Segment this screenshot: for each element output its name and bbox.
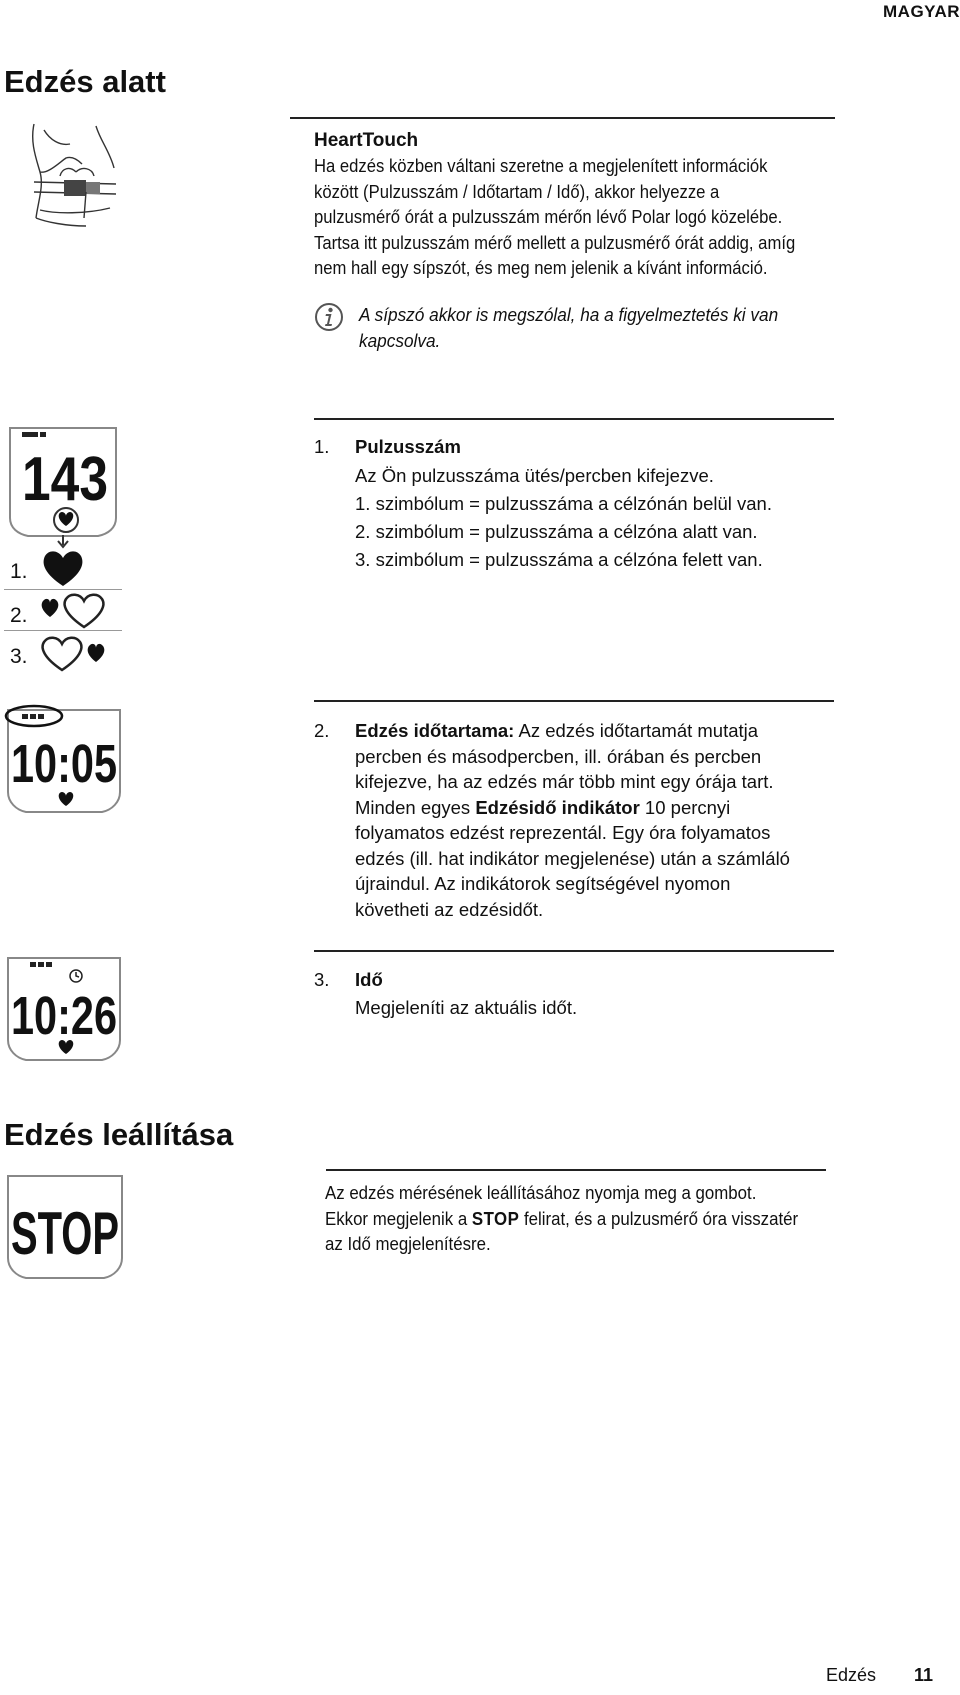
divider-stop	[326, 1169, 826, 1171]
info-icon	[314, 302, 344, 332]
stop-line-2	[325, 1206, 798, 1232]
divider-symbol	[4, 589, 122, 590]
item2-line: követheti az edzésidőt.	[355, 898, 544, 920]
hearttouch-note	[359, 302, 805, 353]
stop-line: Az edzés mérésének leállításához nyomja meg a gombot.	[325, 1182, 757, 1203]
item3-text: Megjeleníti az aktuális időt.	[355, 997, 578, 1018]
item1-line: 2. szimbólum = pulzusszáma a célzóna alatt van.	[355, 521, 758, 542]
item1-text	[355, 462, 772, 574]
item2-line: újraindul. Az indikátorok segítségével nyomon	[355, 873, 731, 894]
divider-hearttouch	[290, 117, 835, 119]
display-value-1026: 10:26	[11, 986, 117, 1046]
watch-display-time	[2, 952, 124, 1070]
symbol-label-1: 1.	[10, 560, 28, 583]
item1-title: Pulzusszám	[355, 436, 461, 457]
section-title-during-training: Edzés alatt	[4, 64, 166, 99]
item2-line: percben és másodpercben, ill. órában és percben	[355, 745, 762, 767]
hearttouch-text	[314, 153, 818, 281]
item2-line-4	[355, 795, 790, 821]
footer-section-name: Edzés	[826, 1665, 877, 1685]
item1-line: Az Ön pulzusszáma ütés/percben kifejezve.	[355, 465, 714, 486]
divider-item3	[314, 950, 834, 952]
stop-line: az Idő megjelenítésre.	[325, 1233, 491, 1254]
hearttouch-line: Ha edzés közben váltani szeretne a megjelenített információk	[314, 155, 768, 176]
note-line: A sípszó akkor is megszólal, ha a figyelmeztetés ki van	[359, 304, 779, 325]
symbol-label-2: 2.	[10, 604, 28, 627]
item2-line-4-post: 10 percnyi	[639, 796, 731, 818]
item2-line-4-pre: Minden egyes	[355, 796, 476, 818]
divider-item2	[314, 700, 834, 702]
item2-line: edzés (ill. hat indikátor megjelenése) után a számláló	[355, 847, 790, 869]
watch-display-duration	[2, 702, 124, 820]
arrow-icon	[56, 535, 70, 549]
item3-title: Idő	[355, 969, 383, 990]
display-value-143: 143	[22, 445, 108, 514]
item2-title: Edzés időtartama:	[355, 720, 515, 741]
symbol-label-3: 3.	[10, 645, 28, 668]
stop-text	[325, 1180, 798, 1257]
item2-line-1	[355, 718, 790, 744]
hearttouch-line: között (Pulzusszám / Időtartam / Idő), akkor helyezze a	[314, 180, 720, 202]
hearttouch-line: nem hall egy sípszót, és meg nem jelenik a kívánt információ.	[314, 257, 768, 278]
section-title-stop-training: Edzés leállítása	[4, 1117, 234, 1152]
item2-text	[355, 718, 790, 922]
item2-line-1-rest: Az edzés időtartamát mutatja	[514, 720, 759, 741]
heart-in-zone-icon	[40, 548, 86, 588]
divider-symbol	[4, 630, 122, 631]
hearttouch-line: Tartsa itt pulzusszám mérő mellett a pulzusmérő órát addig, amíg	[314, 231, 796, 253]
item2-line: folyamatos edzést reprezentál. Egy óra folyamatos	[355, 822, 771, 843]
heart-below-zone-icon	[40, 593, 108, 629]
item1-number: 1.	[314, 436, 330, 457]
item2-number: 2.	[314, 720, 330, 741]
chest-strap-illustration	[26, 122, 118, 232]
divider-item1	[314, 418, 834, 420]
item1-line: 3. szimbólum = pulzusszáma a célzóna felett van.	[355, 549, 763, 570]
hearttouch-line: pulzusmérő órát a pulzusszám mérőn lévő Polar logó közelébe.	[314, 206, 783, 227]
item1-line: 1. szimbólum = pulzusszáma a célzónán belül van.	[355, 493, 772, 514]
hearttouch-title: HeartTouch	[314, 130, 419, 151]
item3-number: 3.	[314, 969, 330, 990]
display-value-1005: 10:05	[11, 734, 117, 794]
watch-display-stop	[2, 1172, 126, 1290]
heart-above-zone-icon	[40, 636, 108, 672]
stop-line-2-post: felirat, és a pulzusmérő óra visszatér	[519, 1207, 799, 1229]
stop-line-2-pre: Ekkor megjelenik a	[325, 1207, 472, 1229]
note-line: kapcsolva.	[359, 329, 441, 351]
display-value-stop: STOP	[11, 1200, 119, 1267]
stop-word: STOP	[471, 1207, 520, 1229]
training-time-indicator-term: Edzésidő indikátor	[475, 796, 640, 818]
item2-line: kifejezve, ha az edzés már több mint egy órája tart.	[355, 771, 774, 792]
watch-display-heart-rate	[4, 424, 122, 544]
language-label: MAGYAR	[883, 2, 960, 21]
page-number: 11	[914, 1665, 934, 1685]
